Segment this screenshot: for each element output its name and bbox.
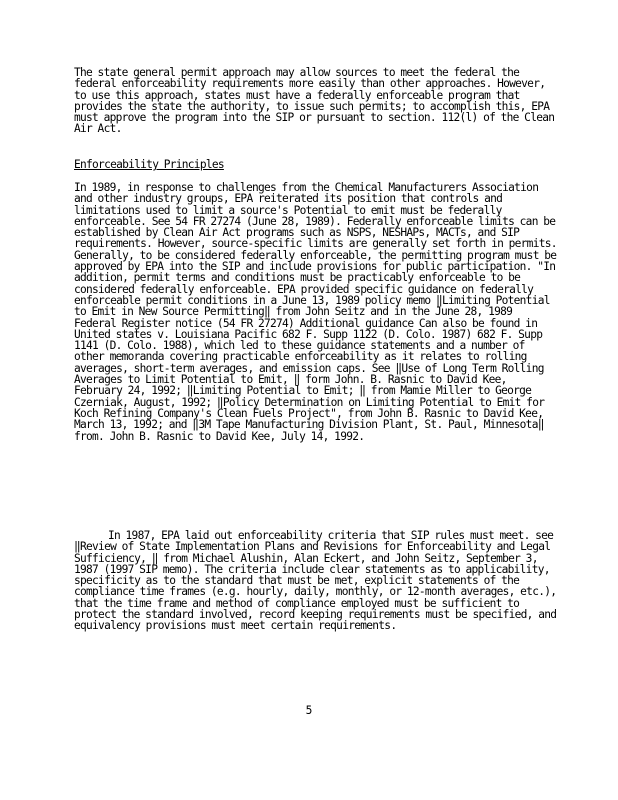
paragraph-state-general-permit: The state general permit approach may allow sources to meet the federal the federal enforceability requirements more easily than other approaches. However, to use this approach, states must have a federally enforceable program that provides the state the authority, to issue such permits; to accomplish this, EPA must approve the program into the SIP or pursuant to section. 112(l) of the Clean Air Act. — [74, 66, 555, 136]
page-number: 5 — [305, 704, 313, 717]
paragraph-1989-response: In 1989, in response to challenges from the Chemical Manufacturers Association and other industry groups, EPA reiterated its position that controls and limitations used to limit a source's Potential to emit must be federally enforceable. See 54 FR 27274 (June 28, 1989). Federally enforceable limits can be established by Clean Air Act programs such as NSPS, NESHAPs, MACTs, and SIP requirements. However, source-specific limits are generally set forth in permits. Generally, to be considered federally enforceable, the permitting program must be approved by EPA into the SIP and include provisions for public participation. "In addition, permit terms and conditions must be practicably enforceable to be considered federally enforceable. EPA provided specific guidance on federally enforceable permit conditions in a June 13, 1989 policy memo ‖Limiting Potential to Emit in New Source Permitting‖ from John Seitz and in the June 28, 1989 Federal Register notice (54 FR 27274) Additional guidance Can also be found in United states v. Louisiana Pacific 682 F. Supp 1122 (D. Colo. 1987) 682 F. Supp 1141 (D. Colo. 1988), which led to these guidance statements and a number of other memoranda covering practicable enforceability as it relates to rolling averages, short-term averages, and emission caps. See ‖Use of Long Term Rolling Averages to Limit Potential to Emit, ‖ form John. B. Rasnic to David Kee, February 24, 1992; ‖Limiting Potential to Emit; ‖ from Mamie Miller to George Czerniak, August, 1992; ‖Policy Determination on Limiting Potential to Emit for Koch Refining Company's Clean Fuels Project", from John B. Rasnic to David Kee, March 13, 1992; and ‖3M Tape Manufacturing Division Plant, St. Paul, Minnesota‖ from. John B. Rasnic to David Kee, July 14, 1992. — [74, 181, 557, 443]
section-heading-enforceability-principles: Enforceability Principles — [74, 158, 224, 171]
paragraph-1987-criteria: In 1987, EPA laid out enforceability criteria that SIP rules must meet. see ‖Review of State Implementation Plans and Revisions for Enforceability and Legal Sufficiency, ‖ from Michael Alushin, Alan Eckert, and John Seitz, September 3, 1987 (1997 SIP memo). The criteria include clear statements as to applicability, specificity as to the standard that must be met, explicit statements of the compliance time frames (e.g. hourly, daily, monthly, or 12-month averages, etc.), that the time frame and method of compliance employed must be sufficient to protect the standard involved, record keeping requirements must be specified, and equivalency provisions must meet certain requirements. — [74, 529, 557, 633]
